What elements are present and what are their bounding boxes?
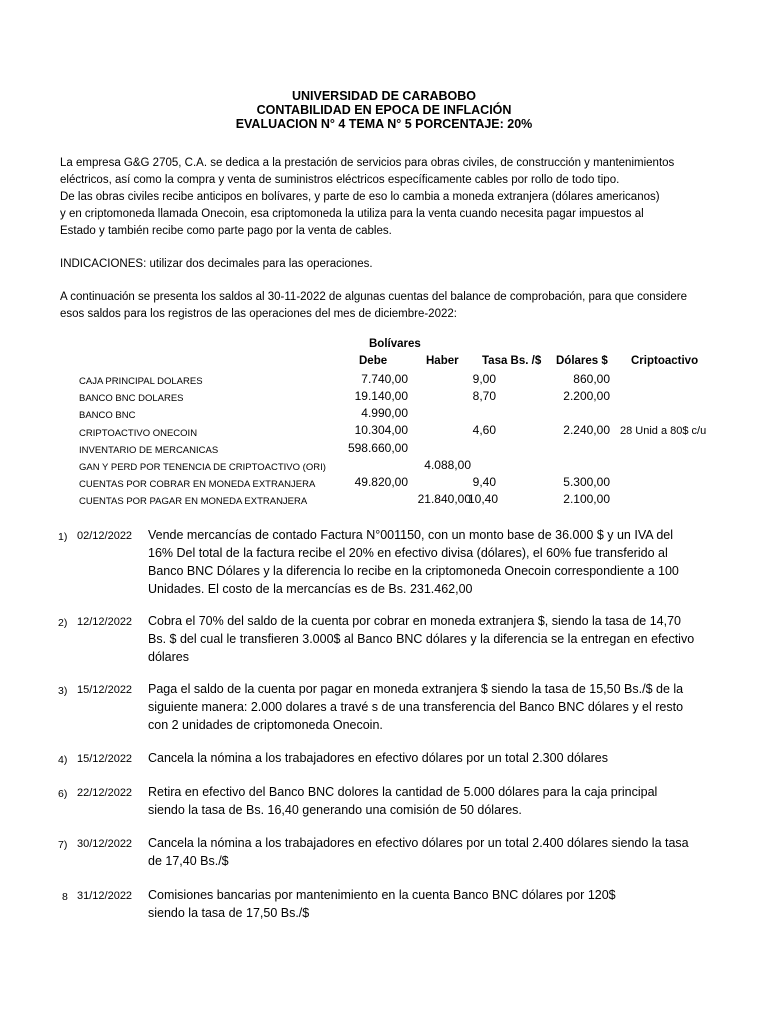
row-debe: 10.304,00 [354, 423, 408, 437]
row-debe: 4.990,00 [361, 406, 408, 420]
operation-date: 31/12/2022 [77, 890, 133, 902]
row-account: CAJA PRINCIPAL DOLARES [79, 376, 203, 387]
operation-number: 6) [58, 788, 68, 800]
title-evaluation: EVALUACION N° 4 TEMA N° 5 PORCENTAJE: 20% [235, 117, 533, 131]
operation-line: siendo la tasa de Bs. 16,40 generando una comisión de 50 dólares. [148, 803, 522, 817]
row-tasa: 10,40 [467, 492, 498, 506]
operation-text [148, 680, 748, 734]
row-tasa: 4,60 [472, 423, 496, 437]
operation-text [148, 886, 748, 922]
operation-date: 12/12/2022 [77, 616, 133, 628]
title-university: UNIVERSIDAD DE CARABOBO [291, 89, 477, 103]
operation-text [148, 612, 748, 666]
row-dolares: 2.240,00 [563, 423, 610, 437]
operation-line: Cobra el 70% del saldo de la cuenta por cobrar en moneda extranjera $, siendo la tasa de 14,70 [148, 614, 681, 628]
row-account: GAN Y PERD POR TENENCIA DE CRIPTOACTIVO (ORI) [79, 462, 326, 473]
header-dolares: Dólares $ [556, 355, 608, 367]
title-subject: CONTABILIDAD EN EPOCA DE INFLACIÓN [256, 103, 512, 117]
intro-line: De las obras civiles recibe anticipos en bolívares, y parte de eso lo cambia a moneda extranjera (dólares americanos) [60, 191, 660, 203]
row-account: BANCO BNC DOLARES [79, 393, 184, 404]
row-tasa: 8,70 [472, 389, 496, 403]
operation-number: 1) [58, 531, 68, 543]
operation-line: siendo la tasa de 17,50 Bs./$ [148, 906, 310, 920]
operation-text [148, 783, 748, 819]
row-tasa: 9,40 [472, 475, 496, 489]
intro-line: La empresa G&G 2705, C.A. se dedica a la prestación de servicios para obras civiles, de construcción y mantenimientos [60, 157, 675, 169]
operation-text [148, 526, 748, 598]
operation-number: 7) [58, 839, 68, 851]
saldos-line: A continuación se presenta los saldos al 30-11-2022 de algunas cuentas del balance de comprobación, para que considere [60, 291, 687, 303]
operation-date: 22/12/2022 [77, 787, 133, 799]
row-cripto: 28 Unid a 80$ c/u [620, 425, 707, 437]
operation-number: 2) [58, 617, 68, 629]
header-cripto: Criptoactivo [631, 355, 699, 367]
row-dolares: 860,00 [573, 372, 610, 386]
operation-date: 15/12/2022 [77, 753, 133, 765]
operation-date: 30/12/2022 [77, 838, 133, 850]
row-account: INVENTARIO DE MERCANICAS [79, 445, 219, 456]
row-account: BANCO BNC [79, 410, 136, 421]
operation-number: 3) [58, 685, 68, 697]
intro-paragraph [60, 155, 750, 240]
operation-line: de 17,40 Bs./$ [148, 854, 229, 868]
row-account: CUENTAS POR PAGAR EN MONEDA EXTRANJERA [79, 496, 308, 507]
header-haber: Haber [426, 355, 459, 367]
row-account: CRIPTOACTIVO ONECOIN [79, 428, 198, 439]
saldos-line: esos saldos para los registros de las operaciones del mes de diciembre-2022: [60, 308, 457, 320]
indicaciones-text: INDICACIONES: utilizar dos decimales para las operaciones. [60, 258, 373, 270]
operation-number: 8 [62, 891, 68, 903]
row-debe: 49.820,00 [354, 475, 408, 489]
operation-line: Vende mercancías de contado Factura N°001150, con un monto base de 36.000 $ y un IVA del [148, 528, 674, 542]
operation-date: 02/12/2022 [77, 530, 133, 542]
row-tasa: 9,00 [472, 372, 496, 386]
row-debe: 7.740,00 [361, 372, 408, 386]
operation-line: Unidades. El costo de la mercancías es de Bs. 231.462,00 [148, 582, 473, 596]
header-debe: Debe [359, 355, 388, 367]
operation-text [148, 749, 748, 767]
row-dolares: 5.300,00 [563, 475, 610, 489]
header-bolivares: Bolívares [369, 338, 421, 350]
row-account: CUENTAS POR COBRAR EN MONEDA EXTRANJERA [79, 479, 316, 490]
row-haber: 4.088,00 [424, 458, 471, 472]
operation-number: 4) [58, 754, 68, 766]
operation-line: Cancela la nómina a los trabajadores en efectivo dólares por un total 2.400 dólares siendo la tasa [148, 836, 689, 850]
operation-date: 15/12/2022 [77, 684, 133, 696]
operation-line: Cancela la nómina a los trabajadores en efectivo dólares por un total 2.300 dólares [148, 751, 609, 765]
saldos-intro [60, 289, 750, 323]
row-debe: 598.660,00 [347, 441, 408, 455]
operation-line: Bs. $ del cual le transfieren 3.000$ al Banco BNC dólares y la diferencia se la entregan en efectivo [148, 632, 695, 646]
header-tasa: Tasa Bs. /$ [482, 355, 542, 367]
intro-line: eléctricos, así como la compra y venta de suministros eléctricos específicamente cables por rollo de todo tipo. [60, 174, 620, 186]
intro-line: Estado y también recibe como parte pago por la venta de cables. [60, 225, 392, 237]
operation-line: con 2 unidades de criptomoneda Onecoin. [148, 718, 383, 732]
row-haber: 21.840,00 [417, 492, 471, 506]
row-debe: 19.140,00 [354, 389, 408, 403]
indicaciones [60, 256, 750, 273]
operation-line: dólares [148, 650, 189, 664]
operation-line: Comisiones bancarias por mantenimiento en la cuenta Banco BNC dólares por 120$ [148, 888, 616, 902]
operation-line: Paga el saldo de la cuenta por pagar en moneda extranjera $ siendo la tasa de 15,50 Bs./$ de la [148, 682, 684, 696]
row-dolares: 2.100,00 [563, 492, 610, 506]
operation-line: Retira en efectivo del Banco BNC dolores la cantidad de 5.000 dólares para la caja principal [148, 785, 658, 799]
operation-line: siguiente manera: 2.000 dolares a travé s de una transferencia del Banco BNC dólares y el resto [148, 700, 684, 714]
row-dolares: 2.200,00 [563, 389, 610, 403]
operation-line: Banco BNC Dólares y la diferencia lo recibe en la criptomoneda Onecoin correspondiente a 100 [148, 564, 679, 578]
intro-line: y en criptomoneda llamada Onecoin, esa criptomoneda la utiliza para la venta cuando necesita pagar impuestos al [60, 208, 644, 220]
operation-text [148, 834, 748, 870]
operation-line: 16% Del total de la factura recibe el 20% en efectivo divisa (dólares), el 60% fue transferido al [148, 546, 668, 560]
